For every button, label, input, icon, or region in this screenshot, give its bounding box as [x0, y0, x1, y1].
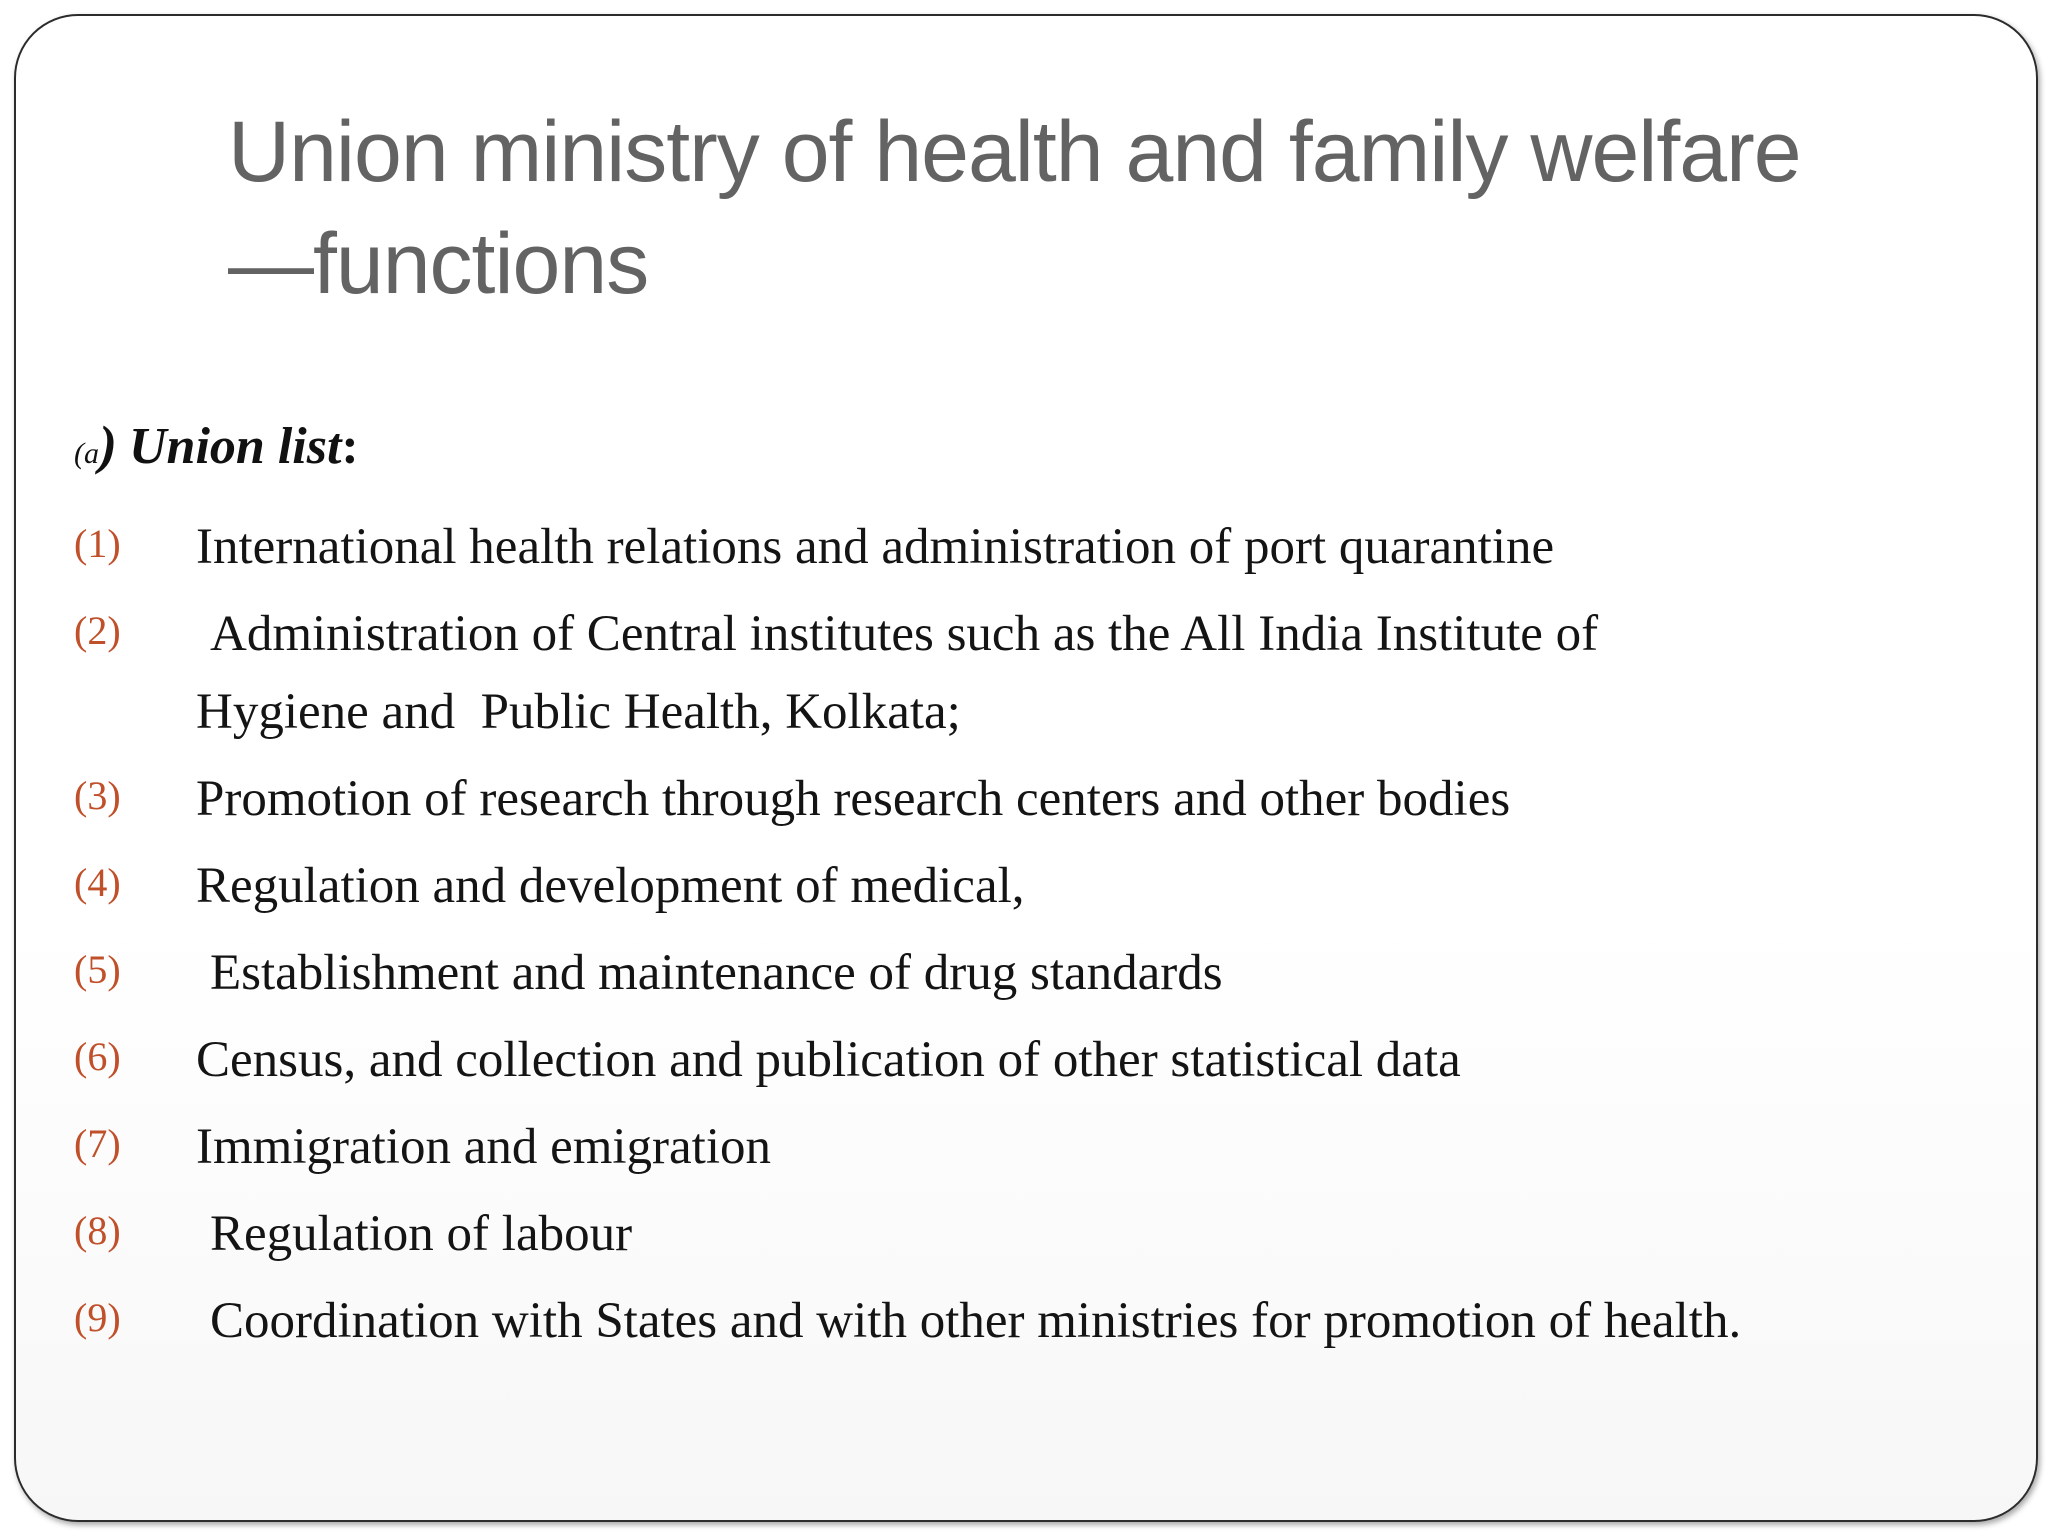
list-item-text: Establishment and maintenance of drug standards: [210, 945, 1223, 1001]
list-item-text: Promotion of research through research centers and other bodies: [196, 771, 1511, 827]
slide-title-line-1: Union ministry of health and family welfare: [228, 104, 1801, 200]
list-item-number: (8): [74, 1208, 121, 1253]
list-item-number: (1): [74, 521, 121, 566]
list-item-text-line-2: Hygiene and Public Health, Kolkata;: [196, 684, 961, 740]
list-item-text: Regulation of labour: [210, 1206, 633, 1262]
list-item-text: Census, and collection and publication of other statistical data: [196, 1032, 1461, 1088]
list-item-text: International health relations and administration of port quarantine: [196, 519, 1555, 575]
slide-title: [228, 96, 1988, 320]
section-prefix-small: (a: [74, 437, 99, 470]
list-item-text: Immigration and emigration: [196, 1119, 772, 1175]
section-heading-colon: :: [341, 418, 359, 475]
section-heading: [74, 414, 359, 476]
list-item-number: (7): [74, 1121, 121, 1166]
list-item-number: (6): [74, 1034, 121, 1079]
slide-title-line-2: —functions: [228, 216, 649, 312]
list-item-text: Regulation and development of medical,: [196, 858, 1025, 914]
list-item-number: (4): [74, 860, 121, 905]
list-item-number: (2): [74, 608, 121, 653]
slide: [14, 14, 2038, 1522]
section-prefix-paren: ): [99, 415, 117, 475]
list-item-text-line-1: Administration of Central institutes such as the All India Institute of: [210, 606, 1599, 662]
list-item-number: (3): [74, 773, 121, 818]
list-item-text: Coordination with States and with other ministries for promotion of health.: [210, 1293, 1742, 1349]
section-heading-text: Union list: [128, 418, 342, 475]
list-item-number: (5): [74, 947, 121, 992]
list-item-number: (9): [74, 1295, 121, 1340]
